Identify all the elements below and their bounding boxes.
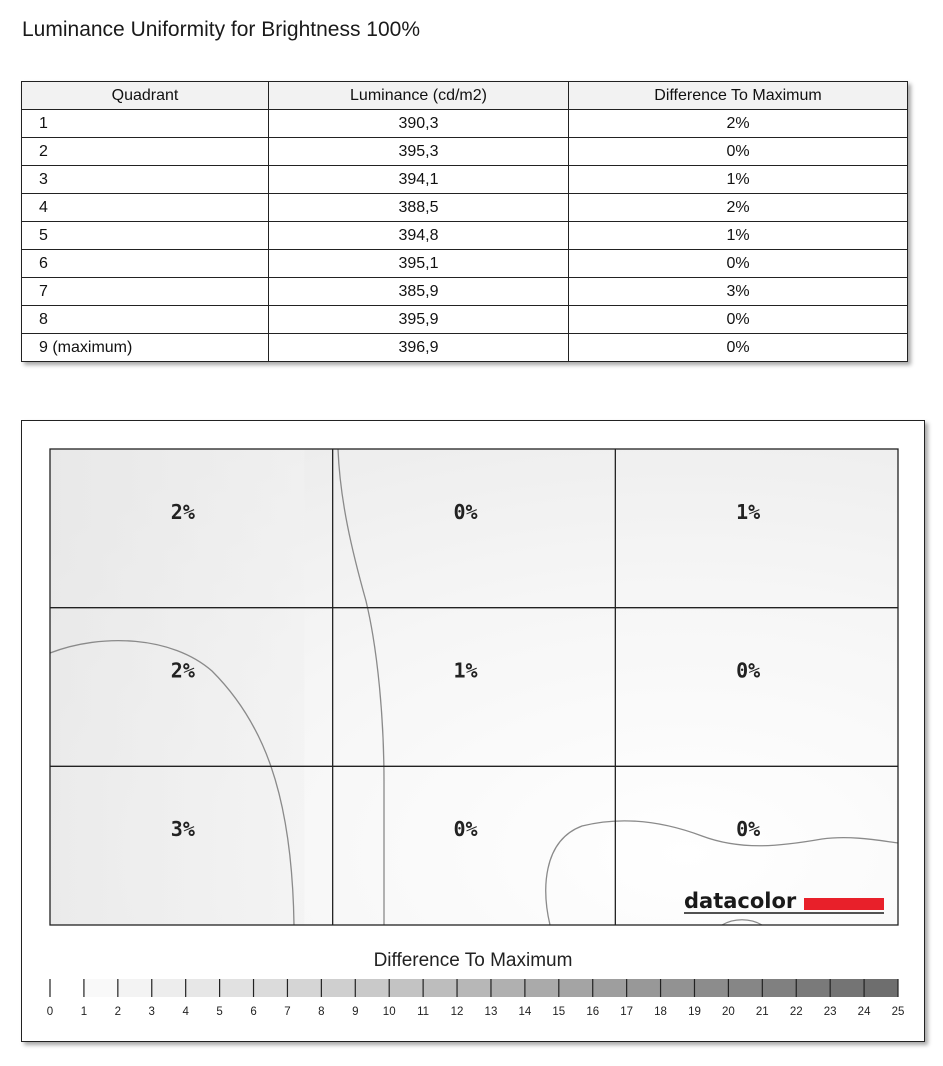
cell-quadrant: 6 (22, 250, 269, 278)
scale-tick-label: 12 (450, 1006, 464, 1018)
scale-tick-label: 18 (654, 1006, 667, 1018)
header-luminance: Luminance (cd/m2) (269, 82, 569, 110)
cell-luminance: 395,9 (269, 306, 569, 334)
scale-segment (50, 979, 84, 997)
table-row (22, 138, 908, 166)
scale-segment (525, 979, 559, 997)
cell-quadrant: 7 (22, 278, 269, 306)
cell-luminance: 395,3 (269, 138, 569, 166)
scale-segment (423, 979, 457, 997)
scale-segment (830, 979, 864, 997)
scale-segment (762, 979, 796, 997)
cell-quadrant: 4 (22, 194, 269, 222)
page-title: Luminance Uniformity for Brightness 100% (22, 18, 421, 41)
scale-tick-label: 15 (552, 1006, 566, 1018)
scale-segment (152, 979, 186, 997)
luminance-table-container (21, 81, 908, 362)
scale-tick-label: 17 (620, 1006, 634, 1018)
scale-tick-label: 24 (857, 1006, 871, 1018)
quadrant-label: 0% (736, 658, 761, 683)
cell-luminance: 395,1 (269, 250, 569, 278)
scale-tick-label: 14 (518, 1006, 532, 1018)
scale-segment (287, 979, 321, 997)
header-difference: Difference To Maximum (569, 82, 908, 110)
scale-segment (661, 979, 695, 997)
quadrant-label: 1% (736, 499, 761, 524)
quadrant-label: 0% (736, 817, 761, 842)
cell-quadrant: 5 (22, 222, 269, 250)
table-row (22, 278, 908, 306)
uniformity-heatmap (22, 421, 924, 1041)
table-row (22, 166, 908, 194)
cell-difference: 1% (569, 166, 908, 194)
quadrant-label: 2% (170, 499, 195, 524)
scale-tick-label: 23 (823, 1006, 837, 1018)
uniformity-chart-frame (21, 420, 925, 1042)
scale-tick-label: 4 (182, 1006, 189, 1018)
quadrant-label: 0% (453, 499, 478, 524)
quadrant-label: 1% (453, 658, 478, 683)
scale-tick-label: 22 (789, 1006, 803, 1018)
table-row (22, 194, 908, 222)
cell-difference: 0% (569, 138, 908, 166)
scale-segment (728, 979, 762, 997)
quadrant-label: 3% (170, 817, 195, 842)
scale-tick-label: 16 (586, 1006, 600, 1018)
cell-difference: 0% (569, 334, 908, 362)
table-row (22, 334, 908, 362)
scale-segment (864, 979, 898, 997)
scale-tick-label: 0 (46, 1006, 54, 1018)
scale-segment (694, 979, 728, 997)
cell-difference: 0% (569, 250, 908, 278)
scale-tick-label: 13 (484, 1006, 498, 1018)
scale-tick-label: 9 (352, 1006, 359, 1018)
scale-tick-label: 2 (114, 1006, 122, 1018)
scale-segment (84, 979, 118, 997)
cell-quadrant: 2 (22, 138, 269, 166)
scale-segment (220, 979, 254, 997)
cell-luminance: 385,9 (269, 278, 569, 306)
scale-segment (389, 979, 423, 997)
scale-segment (796, 979, 830, 997)
quadrant-label: 2% (170, 658, 195, 683)
quadrant-label: 0% (453, 817, 478, 842)
scale-segment (321, 979, 355, 997)
scale-tick-label: 10 (382, 1006, 396, 1018)
scale-tick-label: 19 (688, 1006, 701, 1018)
cell-quadrant: 1 (22, 110, 269, 138)
cell-luminance: 396,9 (269, 334, 569, 362)
cell-quadrant: 3 (22, 166, 269, 194)
cell-luminance: 390,3 (269, 110, 569, 138)
scale-tick-label: 6 (250, 1006, 257, 1018)
table-row (22, 222, 908, 250)
table-header-row (22, 82, 908, 110)
cell-luminance: 394,1 (269, 166, 569, 194)
scale-tick-label: 8 (318, 1006, 325, 1018)
table-row (22, 250, 908, 278)
scale-tick-label: 25 (891, 1006, 905, 1018)
color-scale (47, 979, 905, 1018)
scale-tick-label: 21 (755, 1006, 769, 1018)
scale-tick-label: 1 (80, 1006, 88, 1018)
legend-title: Difference To Maximum (373, 950, 573, 971)
scale-segment (118, 979, 152, 997)
scale-tick-label: 5 (216, 1006, 223, 1018)
cell-luminance: 388,5 (269, 194, 569, 222)
cell-difference: 0% (569, 306, 908, 334)
scale-tick-label: 20 (722, 1006, 735, 1018)
scale-segment (559, 979, 593, 997)
cell-difference: 2% (569, 110, 908, 138)
logo-red-bar (804, 898, 884, 910)
cell-quadrant: 8 (22, 306, 269, 334)
table-row (22, 306, 908, 334)
scale-segment (457, 979, 491, 997)
scale-segment (627, 979, 661, 997)
scale-tick-label: 11 (417, 1006, 430, 1018)
cell-difference: 3% (569, 278, 908, 306)
cell-difference: 2% (569, 194, 908, 222)
scale-segment (355, 979, 389, 997)
scale-tick-label: 3 (148, 1006, 155, 1018)
scale-segment (254, 979, 288, 997)
scale-segment (491, 979, 525, 997)
cell-luminance: 394,8 (269, 222, 569, 250)
cell-difference: 1% (569, 222, 908, 250)
scale-tick-label: 7 (284, 1006, 291, 1018)
cell-quadrant: 9 (maximum) (22, 334, 269, 362)
table-row (22, 110, 908, 138)
scale-segment (593, 979, 627, 997)
luminance-table (21, 81, 908, 362)
scale-segment (186, 979, 220, 997)
header-quadrant: Quadrant (22, 82, 269, 110)
logo-text: datacolor (684, 889, 797, 913)
